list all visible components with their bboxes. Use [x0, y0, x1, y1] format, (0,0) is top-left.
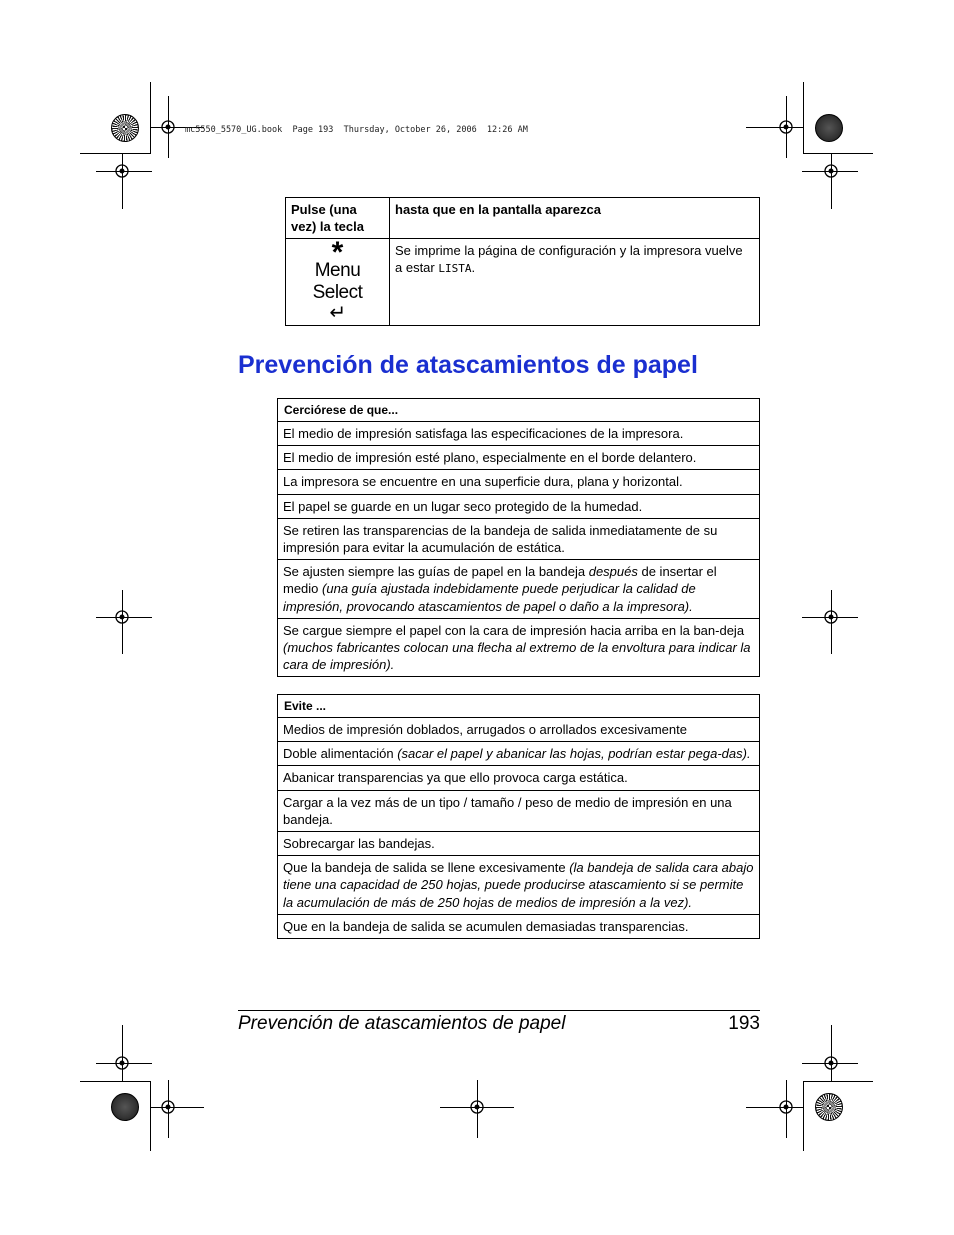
- registration-crosshair-icon: [110, 1051, 134, 1075]
- table-row: [278, 470, 760, 494]
- crop-mark: [80, 1081, 150, 1082]
- row-text: Sobrecargar las bandejas.: [283, 836, 435, 852]
- crop-mark: [80, 153, 150, 154]
- footer-divider: [238, 1010, 760, 1011]
- registration-crosshair-icon: [774, 1095, 798, 1119]
- registration-crosshair-icon: [819, 605, 843, 629]
- footer-title: Prevención de atascamientos de papel: [238, 1013, 566, 1034]
- result-period: .: [471, 260, 476, 275]
- row-text: La impresora se encuentre en una superficie dura, plana y horizontal.: [283, 474, 683, 490]
- table-row: [278, 832, 760, 856]
- result-cell: [390, 239, 760, 326]
- row-text: Doble alimentación: [283, 746, 398, 762]
- key-label-select: Select: [312, 282, 363, 303]
- registration-crosshair-icon: [819, 1051, 843, 1075]
- table-row: [286, 239, 760, 326]
- table-row: [278, 618, 760, 677]
- table-row: [278, 742, 760, 766]
- row-text: Medios de impresión doblados, arrugados o arrollados excesivamente: [283, 722, 687, 737]
- row-text: Se cargue siempre el papel con la cara de impresión hacia arriba en la ban-deja: [283, 622, 745, 638]
- crop-mark: [150, 82, 151, 154]
- row-italic-text: (una guía ajustada indebidamente puede perjudicar la calidad de impresión, provocando atascamientos de papel o daño a la impresora).: [283, 581, 696, 614]
- row-text: Se ajusten siempre las guías de papel en la bandeja: [283, 564, 589, 580]
- crop-mark: [803, 1081, 804, 1151]
- row-text: El papel se guarde en un lugar seco protegido de la humedad.: [283, 498, 643, 514]
- registration-rosette-icon: [815, 1093, 843, 1121]
- table-row: [278, 422, 760, 446]
- table-row: [278, 718, 760, 742]
- section-title: Prevención de atascamientos de papel: [238, 351, 698, 379]
- table-row: [278, 856, 760, 915]
- table-row: [278, 560, 760, 619]
- key-column-header: Pulse (una vez) la tecla: [286, 198, 390, 239]
- crop-mark: [150, 1081, 151, 1151]
- table-row: [278, 766, 760, 790]
- display-message: LISTA: [438, 262, 472, 275]
- row-italic-text: (la bandeja de salida cara abajo tiene una capacidad de 250 hojas, puede producirse atascamiento si se permite la acumulación de más de 250 hojas de medios de impresión a la vez).: [283, 860, 754, 910]
- table-row: [278, 494, 760, 518]
- key-cell: [286, 236, 390, 326]
- row-text: Se retiren las transparencias de la bandeja de salida inmediatamente de su impresión para evitar la acumulación de estática.: [283, 522, 718, 556]
- row-text: Abanicar transparencias ya que ello provoca carga estática.: [283, 770, 628, 786]
- registration-crosshair-icon: [156, 115, 180, 139]
- row-italic-text: (sacar el papel y abanicar las hojas, podrían estar pega-das).: [397, 746, 751, 762]
- crop-mark: [803, 82, 804, 154]
- row-text: de insertar el medio: [283, 564, 717, 597]
- row-text: El medio de impresión esté plano, especialmente en el borde delantero.: [283, 450, 697, 466]
- table-header-row: [286, 198, 760, 239]
- result-text: Se imprime la página de configuración y la impresora vuelve: [395, 243, 743, 258]
- ensure-table: [277, 398, 760, 677]
- row-text: Cargar a la vez más de un tipo / tamaño / peso de medio de impresión en una bandeja.: [283, 794, 732, 827]
- table-row: [278, 790, 760, 831]
- registration-rosette-icon: [111, 1093, 139, 1121]
- registration-crosshair-icon: [819, 159, 843, 183]
- table-row: [278, 446, 760, 470]
- result-text-2: a estar: [395, 260, 435, 275]
- registration-crosshair-icon: [465, 1095, 489, 1119]
- avoid-table-header: Evite ...: [278, 695, 760, 718]
- registration-crosshair-icon: [110, 605, 134, 629]
- crop-mark: [803, 1081, 873, 1082]
- print-header: mc5550_5570_UG.book Page 193 Thursday, October 26, 2006 12:26 AM: [185, 125, 528, 135]
- crop-mark: [803, 153, 873, 154]
- registration-crosshair-icon: [156, 1095, 180, 1119]
- display-column-header: hasta que en la pantalla aparezca: [390, 198, 760, 239]
- key-press-table: [285, 197, 760, 326]
- table-row: [278, 914, 760, 938]
- ensure-table-header: Cerciórese de que...: [278, 399, 760, 422]
- asterisk-icon: *: [331, 236, 344, 269]
- registration-rosette-icon: [111, 114, 139, 142]
- registration-rosette-icon: [815, 114, 843, 142]
- enter-arrow-icon: ↵: [329, 302, 346, 324]
- menu-select-key-icon: [291, 236, 384, 324]
- row-italic-text: (muchos fabricantes colocan una flecha al extremo de la envoltura para indicar la cara de impresión).: [283, 640, 751, 673]
- row-text: El medio de impresión satisfaga las especificaciones de la impresora.: [283, 426, 684, 441]
- table-row: [278, 518, 760, 559]
- row-italic-text: después: [588, 564, 638, 580]
- row-text: Que en la bandeja de salida se acumulen demasiadas transparencias.: [283, 918, 689, 934]
- registration-crosshair-icon: [774, 115, 798, 139]
- registration-crosshair-icon: [110, 159, 134, 183]
- row-text: Que la bandeja de salida se llene excesivamente: [283, 860, 570, 876]
- page-number: 193: [728, 1013, 760, 1034]
- avoid-table: [277, 694, 760, 939]
- key-label-menu: Menu: [314, 260, 361, 281]
